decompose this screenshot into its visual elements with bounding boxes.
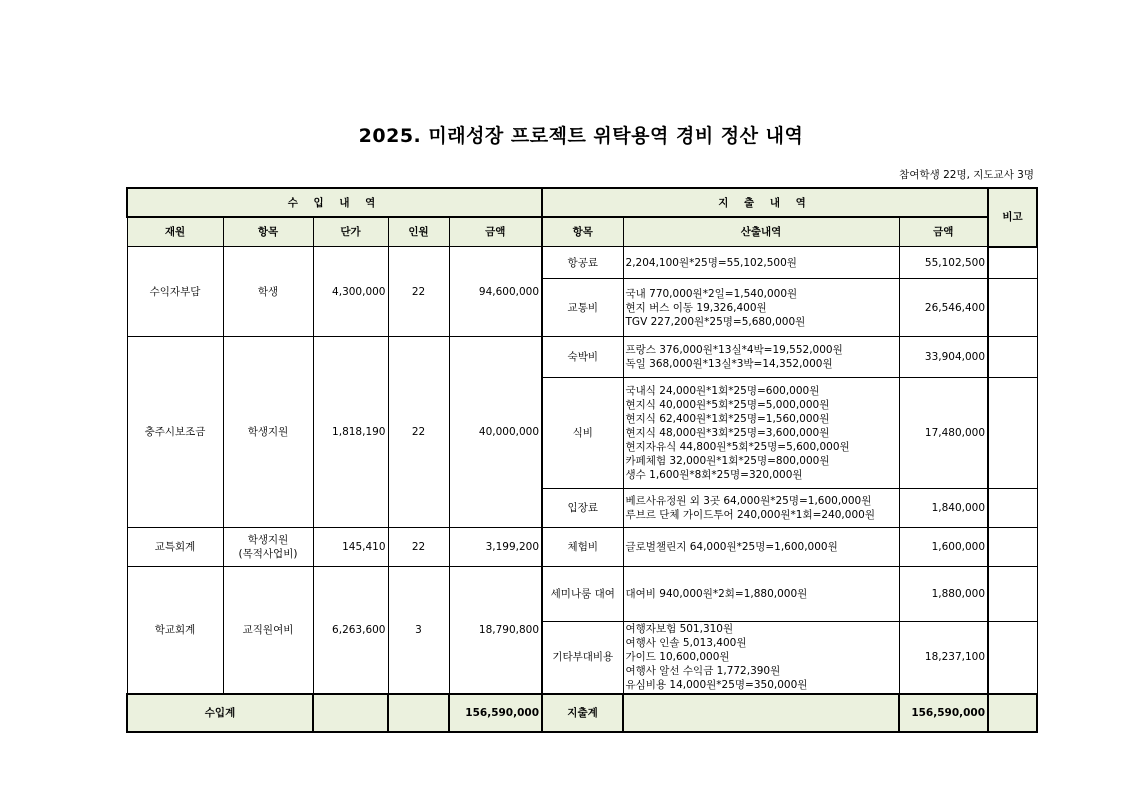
detail-line: 글로벌챌린지 64,000원*25명=1,600,000원 [625,541,838,553]
detail-line: 독일 368,000원*13실*3박=14,352,000원 [625,358,833,370]
income-unit-price-cell: 145,410 [313,528,388,567]
detail-line: 가이드 10,600,000원 [625,651,730,664]
page-title: 2025. 미래성장 프로젝트 위탁용역 경비 정산 내역 [358,125,804,147]
expense-item-cell: 교통비 [542,279,623,337]
income-amount-cell: 94,600,000 [449,247,542,337]
remarks-header: 비고 [988,188,1037,247]
income-count-cell: 22 [388,528,449,567]
income-count-cell: 3 [388,567,449,694]
expense-details-cell [623,378,899,489]
detail-line: 베르사유정원 외 3곳 64,000원*25명=1,600,000원 [625,495,872,507]
detail-line: 카페체험 32,000원*1회*25명=800,000원 [625,455,830,467]
remarks-total-cell [988,694,1037,732]
header-expense-item: 항목 [542,217,623,247]
detail-line: 프랑스 376,000원*13실*4박=19,552,000원 [625,344,843,356]
income-amount-cell: 18,790,800 [449,567,542,694]
expense-section-header: 지 출 내 역 [542,188,988,217]
detail-line: 국내 770,000원*2일=1,540,000원 [625,287,798,300]
income-count-cell: 22 [388,337,449,528]
expense-item-cell: 입장료 [542,489,623,528]
income-item-cell: 학생 [223,247,313,337]
header-expense-amount: 금액 [899,217,988,247]
income-source-cell: 수익자부담 [127,247,223,337]
expense-amount-cell: 1,600,000 [899,528,988,567]
income-item-cell [223,528,313,567]
detail-line: 현지 버스 이동 19,326,400원 [625,301,767,314]
header-calculation: 산출내역 [623,217,899,247]
expense-total-amount: 156,590,000 [899,694,988,732]
remarks-cell [988,247,1037,279]
expense-item-cell: 식비 [542,378,623,489]
remarks-cell [988,378,1037,489]
detail-line: 국내식 24,000원*1회*25명=600,000원 [625,385,820,397]
detail-line: 여행사 인솔 5,013,400원 [625,637,747,650]
income-total-empty [388,694,449,732]
expense-amount-cell: 33,904,000 [899,337,988,378]
expense-details-cell [623,247,899,279]
expense-details-cell [623,337,899,378]
detail-line: 유심비용 14,000원*25명=350,000원 [625,679,808,692]
income-item-cell: 교직원여비 [223,567,313,694]
expense-details-cell [623,528,899,567]
income-item-line: 학생지원 [247,534,289,546]
settlement-table [126,187,1038,733]
detail-line: TGV 227,200원*25명=5,680,000원 [625,315,806,328]
income-source-cell: 학교회계 [127,567,223,694]
remarks-cell [988,528,1037,567]
detail-line: 2,204,100원*25명=55,102,500원 [625,256,797,269]
detail-line: 현지식 62,400원*1회*25명=1,560,000원 [625,413,830,425]
expense-item-cell: 기타부대비용 [542,622,623,694]
expense-item-cell: 세미나룸 대여 [542,567,623,622]
participants-note: 참여학생 22명, 지도교사 3명 [899,169,1034,181]
expense-item-cell: 숙박비 [542,337,623,378]
income-section-header: 수 입 내 역 [127,188,542,217]
income-unit-price-cell: 1,818,190 [313,337,388,528]
expense-details-cell [623,279,899,337]
expense-total-label: 지출계 [542,694,623,732]
income-source-cell: 충주시보조금 [127,337,223,528]
income-count-cell: 22 [388,247,449,337]
expense-details-cell [623,622,899,694]
income-source-cell: 교특회계 [127,528,223,567]
income-amount-cell: 3,199,200 [449,528,542,567]
detail-line: 루브르 단체 가이드투어 240,000원*1회=240,000원 [625,509,875,521]
expense-amount-cell: 17,480,000 [899,378,988,489]
income-item-cell: 학생지원 [223,337,313,528]
expense-amount-cell: 18,237,100 [899,622,988,694]
detail-line: 대여비 940,000원*2회=1,880,000원 [625,588,808,600]
expense-amount-cell: 55,102,500 [899,247,988,279]
header-source: 재원 [127,217,223,247]
detail-line: 현지자유식 44,800원*5회*25명=5,600,000원 [625,441,850,453]
expense-amount-cell: 1,840,000 [899,489,988,528]
expense-total-empty [623,694,899,732]
expense-item-cell: 체험비 [542,528,623,567]
expense-details-cell [623,489,899,528]
header-unit-price: 단가 [313,217,388,247]
remarks-cell [988,489,1037,528]
income-amount-cell: 40,000,000 [449,337,542,528]
detail-line: 여행자보험 501,310원 [625,623,734,636]
remarks-cell [988,337,1037,378]
expense-amount-cell: 1,880,000 [899,567,988,622]
detail-line: 현지식 48,000원*3회*25명=3,600,000원 [625,427,830,439]
income-item-line: (목적사업비) [238,548,298,560]
income-unit-price-cell: 4,300,000 [313,247,388,337]
expense-details-cell [623,567,899,622]
detail-line: 생수 1,600원*8회*25명=320,000원 [625,469,803,481]
detail-line: 여행사 알선 수익금 1,772,390원 [625,665,781,678]
remarks-cell [988,567,1037,622]
expense-amount-cell: 26,546,400 [899,279,988,337]
income-unit-price-cell: 6,263,600 [313,567,388,694]
header-income-amount: 금액 [449,217,542,247]
income-total-amount: 156,590,000 [449,694,542,732]
income-total-label: 수입계 [127,694,313,732]
remarks-cell [988,279,1037,337]
remarks-cell [988,622,1037,694]
income-total-empty [313,694,388,732]
expense-item-cell: 항공료 [542,247,623,279]
header-count: 인원 [388,217,449,247]
detail-line: 현지식 40,000원*5회*25명=5,000,000원 [625,399,830,411]
header-item: 항목 [223,217,313,247]
